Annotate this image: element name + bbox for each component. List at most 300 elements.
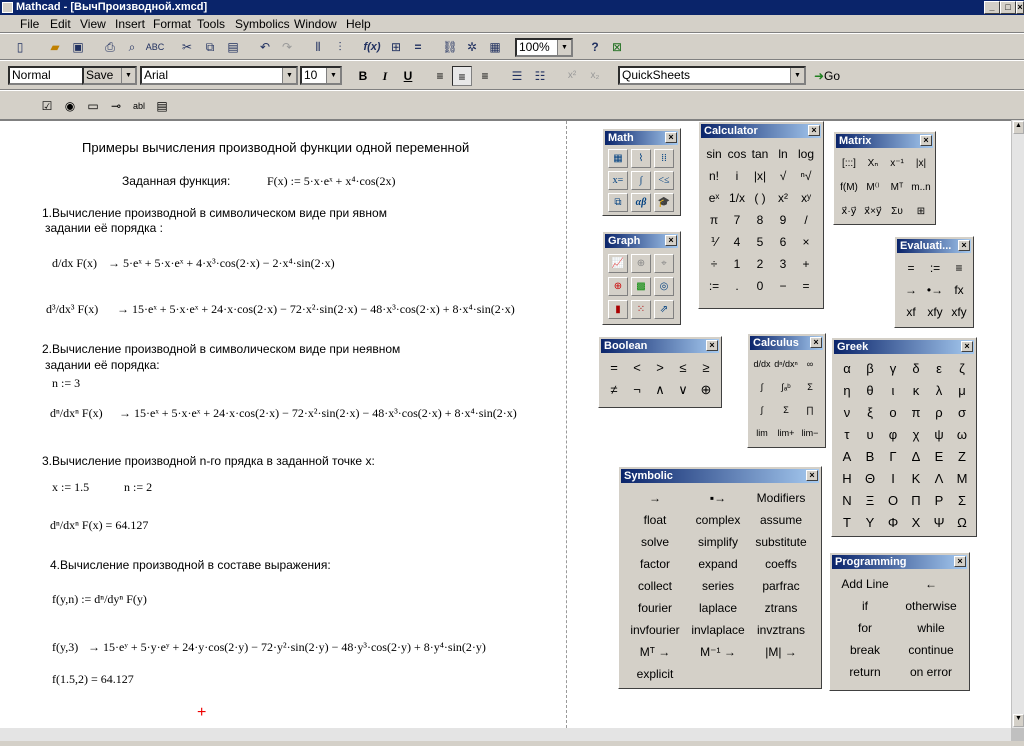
- calc-button[interactable]: ( ): [754, 191, 766, 205]
- f-y3-lhs[interactable]: f(y,3): [52, 640, 79, 654]
- sym-button[interactable]: invlaplace: [691, 623, 745, 637]
- matrix-button[interactable]: Mᵀ: [890, 182, 904, 193]
- align-center-icon[interactable]: ≡: [452, 66, 472, 86]
- boolean-palette[interactable]: [598, 336, 722, 408]
- math-palette[interactable]: [602, 128, 681, 216]
- sym-button[interactable]: invfourier: [630, 623, 680, 637]
- calc-button[interactable]: i: [735, 169, 739, 183]
- new-icon[interactable]: ▯: [16, 40, 24, 54]
- greek-button[interactable]: γ: [889, 361, 897, 376]
- italic-button[interactable]: I: [382, 69, 388, 83]
- f-y3-result: → 15·eʸ + 5·y·eʸ + 24·y·cos(2·y) − 72·y²·sin(2·y) − 48·y³·cos(2·y) + 8·y⁴·sin(2·y): [88, 640, 486, 654]
- greek-button[interactable]: λ: [935, 383, 943, 398]
- close-icon[interactable]: ×: [958, 240, 970, 251]
- calc-button[interactable]: 9: [779, 213, 787, 227]
- calculus-toolbar-icon[interactable]: ∫: [631, 171, 651, 190]
- spellcheck-icon[interactable]: ABC: [145, 42, 165, 52]
- spreadsheet-icon[interactable]: ⊠: [611, 40, 623, 54]
- cut-icon[interactable]: ✂: [181, 40, 193, 54]
- calculus-palette-label: Calculus: [753, 337, 799, 349]
- evaluation-toolbar-icon[interactable]: x=: [608, 171, 628, 190]
- zoom-select[interactable]: [515, 38, 573, 57]
- greek-button[interactable]: Τ: [843, 515, 851, 530]
- zoom-plot-icon[interactable]: ⌖: [654, 254, 674, 273]
- open-icon[interactable]: ▰: [50, 40, 60, 54]
- prog-button[interactable]: while: [917, 621, 945, 635]
- align-right-icon[interactable]: ≡: [481, 69, 489, 83]
- bool-button[interactable]: ≤: [679, 360, 687, 375]
- close-icon[interactable]: ×: [806, 470, 818, 481]
- greek-button[interactable]: δ: [912, 361, 920, 376]
- eval-button[interactable]: •→: [926, 283, 944, 297]
- bool-button[interactable]: ≠: [610, 382, 618, 397]
- bool-button[interactable]: ∧: [655, 382, 665, 397]
- programming-palette[interactable]: [829, 552, 970, 691]
- n2-definition[interactable]: n := 2: [124, 480, 153, 494]
- sym-button[interactable]: expand: [698, 557, 738, 571]
- sym-button[interactable]: factor: [639, 557, 670, 571]
- greek-button[interactable]: Η: [842, 471, 852, 486]
- redo-icon[interactable]: ↷: [281, 40, 293, 54]
- graph-toolbar-icon[interactable]: ⌇: [631, 149, 651, 168]
- greek-button[interactable]: χ: [912, 427, 920, 442]
- greek-button[interactable]: Δ: [911, 449, 921, 464]
- greek-button[interactable]: Κ: [911, 471, 921, 486]
- given-function-definition[interactable]: F(x) := 5·x·eˣ + x⁴·cos(2x): [267, 174, 396, 188]
- menu-file[interactable]: File: [20, 17, 40, 31]
- calc-button[interactable]: +: [802, 257, 810, 271]
- calc-button[interactable]: √: [779, 169, 787, 183]
- menu-format[interactable]: Format: [153, 17, 192, 31]
- greek-button[interactable]: ψ: [934, 427, 944, 442]
- calc-button[interactable]: 7: [733, 213, 741, 227]
- greek-button[interactable]: ξ: [867, 405, 873, 420]
- matrix-button[interactable]: M⁽⁾: [866, 182, 880, 193]
- matrix-button[interactable]: x⁻¹: [890, 158, 904, 169]
- menu-symbolics[interactable]: Symbolics: [235, 17, 290, 31]
- sym-button[interactable]: |M| →: [765, 645, 797, 659]
- calc-button[interactable]: ÷: [710, 257, 718, 271]
- print-icon[interactable]: ⎙: [105, 40, 115, 54]
- greek-button[interactable]: η: [843, 383, 851, 398]
- calc-button[interactable]: /: [804, 213, 808, 227]
- greek-button[interactable]: Θ: [864, 471, 876, 486]
- greek-button[interactable]: Ω: [957, 515, 967, 530]
- calc2-button[interactable]: lim−: [801, 428, 819, 438]
- calc2-button[interactable]: ∫: [760, 405, 764, 415]
- calc-button[interactable]: ⅟: [710, 235, 718, 249]
- go-label: Go: [824, 69, 841, 83]
- sym-button[interactable]: invztrans: [756, 623, 806, 637]
- sym-button[interactable]: simplify: [697, 535, 738, 549]
- calc-button[interactable]: eˣ: [708, 191, 720, 205]
- bold-button[interactable]: B: [358, 69, 368, 83]
- calc-button[interactable]: 3: [779, 257, 787, 271]
- programming-toolbar-icon[interactable]: ⧉: [608, 193, 628, 212]
- sym-button[interactable]: Modifiers: [756, 491, 806, 505]
- section-1-line-2: задании её порядка :: [45, 221, 163, 235]
- matrix-palette-title[interactable]: [836, 134, 933, 148]
- greek-button[interactable]: μ: [958, 383, 966, 398]
- graph-palette-title[interactable]: [605, 234, 678, 248]
- first-derivative-lhs[interactable]: d/dx F(x): [52, 256, 97, 270]
- calc-button[interactable]: tan: [751, 147, 769, 161]
- x-definition[interactable]: x := 1.5: [52, 480, 90, 494]
- sym-button[interactable]: assume: [759, 513, 803, 527]
- insert-unit-icon[interactable]: ⊞: [390, 40, 402, 54]
- horizontal-scrollbar[interactable]: [0, 728, 1011, 741]
- evaluation-palette-title[interactable]: [897, 239, 971, 253]
- greek-button[interactable]: Ν: [842, 493, 852, 508]
- chevron-down-icon: ▼: [326, 68, 340, 83]
- greek-button[interactable]: Χ: [911, 515, 921, 530]
- sym-button[interactable]: ztrans: [764, 601, 798, 615]
- prog-button[interactable]: on error: [909, 665, 953, 679]
- evaluation-palette[interactable]: [894, 236, 974, 328]
- sym-button[interactable]: fourier: [637, 601, 672, 615]
- given-function-label: Заданная функция:: [122, 174, 231, 188]
- save-icon[interactable]: ▣: [72, 40, 84, 54]
- numbering-icon[interactable]: ☷: [534, 69, 546, 83]
- greek-button[interactable]: Β: [865, 449, 875, 464]
- surface-plot-icon[interactable]: ▩: [631, 277, 651, 296]
- restore-button[interactable]: □: [1000, 1, 1016, 14]
- close-icon[interactable]: ×: [808, 125, 820, 136]
- matrix-palette[interactable]: [833, 131, 936, 225]
- greek-button[interactable]: κ: [912, 383, 920, 398]
- calc-button[interactable]: .: [735, 279, 739, 293]
- matrix-button[interactable]: [:::]: [842, 158, 856, 169]
- calc2-button[interactable]: ∫: [760, 382, 764, 392]
- go-button[interactable]: [810, 66, 844, 86]
- matrix-button[interactable]: x⃗·y⃗: [841, 206, 857, 217]
- menu-edit[interactable]: Edit: [50, 17, 71, 31]
- bullets-icon[interactable]: ☰: [511, 69, 523, 83]
- eval-button[interactable]: →: [905, 283, 917, 297]
- sym-button[interactable]: M⁻¹ →: [700, 645, 736, 659]
- bool-button[interactable]: ⊕: [700, 382, 712, 397]
- prog-button[interactable]: return: [849, 665, 881, 679]
- status-bar: [0, 741, 1024, 746]
- sym-button[interactable]: complex: [695, 513, 741, 527]
- quicksheets-select[interactable]: [618, 66, 806, 85]
- sym-button[interactable]: float: [643, 513, 667, 527]
- align-down-icon[interactable]: ⫶: [338, 40, 342, 54]
- greek-button[interactable]: Ο: [887, 493, 899, 508]
- calc-button[interactable]: |x|: [753, 169, 767, 183]
- component-wizard-icon[interactable]: ✲: [466, 40, 478, 54]
- greek-button[interactable]: Σ: [957, 493, 967, 508]
- calc-button[interactable]: −: [779, 279, 787, 293]
- eval-button[interactable]: xfy: [927, 305, 943, 319]
- align-across-icon[interactable]: ⫴: [315, 40, 321, 54]
- calc2-button[interactable]: dⁿ/dxⁿ: [774, 359, 798, 369]
- calc-button[interactable]: ⁿ√: [800, 169, 812, 183]
- contour-plot-icon[interactable]: ◎: [654, 277, 674, 296]
- boolean-palette-title[interactable]: [601, 339, 719, 353]
- calc-button[interactable]: =: [802, 279, 810, 293]
- calc-button[interactable]: ×: [802, 235, 810, 249]
- calculator-palette-label: Calculator: [704, 125, 758, 137]
- greek-button[interactable]: ε: [936, 361, 942, 376]
- symbolic-toolbar-icon[interactable]: 🎓: [654, 193, 674, 212]
- mathcad-app-icon[interactable]: [2, 2, 13, 13]
- section-2-line-2: задании её порядка:: [45, 358, 160, 372]
- prog-button[interactable]: ←: [925, 577, 937, 591]
- insert-function-icon[interactable]: f(x): [363, 41, 381, 53]
- vertical-scrollbar[interactable]: [1011, 120, 1024, 728]
- save-style-select[interactable]: [82, 66, 137, 85]
- minimize-button[interactable]: _: [984, 1, 1000, 14]
- go-arrow-icon: ➜: [813, 69, 825, 83]
- calc2-button[interactable]: lim+: [777, 428, 795, 438]
- third-derivative-lhs[interactable]: d³/dx³ F(x): [46, 302, 99, 316]
- chevron-down-icon: ▼: [557, 40, 571, 55]
- calc-button[interactable]: :=: [708, 279, 720, 293]
- checkbox-control-icon[interactable]: ☑: [41, 99, 53, 113]
- sym-button[interactable]: solve: [640, 535, 669, 549]
- greek-button[interactable]: Α: [842, 449, 852, 464]
- calc2-button[interactable]: ∞: [806, 359, 814, 369]
- greek-button[interactable]: Λ: [934, 471, 944, 486]
- greek-button[interactable]: ι: [891, 383, 895, 398]
- eval-button[interactable]: fx: [954, 283, 964, 297]
- sym-button[interactable]: ▪→: [709, 491, 727, 505]
- greek-button[interactable]: ζ: [959, 361, 965, 376]
- greek-button[interactable]: σ: [957, 405, 967, 420]
- greek-button[interactable]: Ε: [934, 449, 944, 464]
- calc2-button[interactable]: ∫ₐᵇ: [781, 382, 791, 392]
- close-button[interactable]: ×: [1017, 2, 1023, 12]
- chevron-down-icon: ▼: [282, 68, 296, 83]
- greek-button[interactable]: Φ: [887, 515, 899, 530]
- greek-button[interactable]: Ζ: [958, 449, 966, 464]
- greek-button[interactable]: Ξ: [865, 493, 875, 508]
- prog-button[interactable]: otherwise: [905, 599, 957, 613]
- calc-button[interactable]: 8: [756, 213, 764, 227]
- prog-button[interactable]: continue: [908, 643, 954, 657]
- greek-button[interactable]: θ: [866, 383, 874, 398]
- calc2-button[interactable]: d/dx: [753, 359, 771, 369]
- sym-button[interactable]: collect: [637, 579, 672, 593]
- undo-icon[interactable]: ↶: [259, 40, 271, 54]
- menu-view[interactable]: View: [80, 17, 106, 31]
- vector-field-plot-icon[interactable]: ⇗: [654, 300, 674, 319]
- calc-button[interactable]: ln: [778, 147, 788, 161]
- calc-button[interactable]: cos: [727, 147, 747, 161]
- eval-button[interactable]: xfy: [951, 305, 967, 319]
- greek-button[interactable]: Ρ: [934, 493, 944, 508]
- greek-toolbar-icon[interactable]: αβ: [631, 193, 651, 212]
- greek-button[interactable]: ρ: [935, 405, 943, 420]
- bar-plot-icon[interactable]: ▮: [608, 300, 628, 319]
- n-definition[interactable]: n := 3: [52, 376, 81, 390]
- calculus-palette[interactable]: [747, 333, 826, 448]
- graph-palette-label: Graph: [608, 235, 641, 247]
- graph-palette[interactable]: [602, 231, 681, 325]
- greek-button[interactable]: τ: [844, 427, 850, 442]
- textbox-control-icon[interactable]: abl: [132, 101, 145, 111]
- matrix-button[interactable]: Συ: [891, 206, 903, 217]
- paste-icon[interactable]: ▤: [227, 40, 239, 54]
- prog-button[interactable]: if: [862, 599, 868, 613]
- math-palette-title[interactable]: [605, 131, 678, 145]
- greek-button[interactable]: ω: [956, 427, 968, 442]
- listbox-control-icon[interactable]: ▤: [156, 99, 168, 113]
- menu-insert[interactable]: Insert: [115, 17, 146, 31]
- polar-plot-icon[interactable]: ⊕: [608, 277, 628, 296]
- calc2-button[interactable]: ∏: [806, 405, 814, 415]
- greek-button[interactable]: υ: [866, 427, 874, 442]
- calc-button[interactable]: π: [709, 213, 719, 227]
- copy-icon[interactable]: ⧉: [205, 40, 215, 54]
- matrix-button[interactable]: m..n: [911, 182, 931, 193]
- calc-button[interactable]: 4: [733, 235, 741, 249]
- greek-button[interactable]: Υ: [865, 515, 875, 530]
- nth-derivative-lhs[interactable]: dⁿ/dxⁿ F(x): [50, 406, 103, 420]
- subscript-icon[interactable]: x₂: [590, 70, 600, 81]
- close-icon[interactable]: ×: [954, 556, 966, 567]
- greek-button[interactable]: φ: [888, 427, 898, 442]
- greek-palette-title[interactable]: [834, 340, 974, 354]
- close-icon[interactable]: ×: [665, 235, 677, 246]
- eval-button[interactable]: ≡: [955, 261, 963, 275]
- greek-button[interactable]: Μ: [956, 471, 968, 486]
- superscript-icon[interactable]: x²: [567, 70, 577, 81]
- menu-window[interactable]: Window: [294, 17, 337, 31]
- eval-button[interactable]: xf: [906, 305, 916, 319]
- matrix-button[interactable]: x⃗×y⃗: [864, 206, 882, 217]
- f-yn-definition[interactable]: f(y,n) := dⁿ/dyⁿ F(y): [52, 592, 147, 606]
- calc-button[interactable]: 6: [779, 235, 787, 249]
- add-trace-icon[interactable]: ⊕: [631, 254, 651, 273]
- scroll-down-icon[interactable]: ▼: [1013, 714, 1024, 727]
- eval-button[interactable]: :=: [929, 261, 941, 275]
- sym-button[interactable]: parfrac: [762, 579, 800, 593]
- calculus-palette-title[interactable]: [750, 336, 823, 350]
- matrix-button[interactable]: ⊞: [916, 206, 926, 217]
- bool-button[interactable]: ≥: [702, 360, 710, 375]
- close-icon[interactable]: ×: [920, 135, 932, 146]
- underline-button[interactable]: U: [403, 69, 413, 83]
- calc-button[interactable]: 2: [756, 257, 764, 271]
- menu-tools[interactable]: Tools: [197, 17, 226, 31]
- bool-button[interactable]: >: [656, 360, 664, 375]
- insertion-cursor: +: [197, 704, 207, 721]
- calc-button[interactable]: 0: [756, 279, 764, 293]
- calc-button[interactable]: 1: [733, 257, 741, 271]
- xy-plot-icon[interactable]: 📈: [608, 254, 628, 273]
- sym-button[interactable]: explicit: [636, 667, 674, 681]
- bool-button[interactable]: =: [610, 360, 618, 375]
- sym-button[interactable]: series: [701, 579, 734, 593]
- menu-bar: [0, 15, 1024, 33]
- prog-button[interactable]: Add Line: [841, 577, 889, 591]
- font-size-select[interactable]: [300, 66, 342, 85]
- bool-button[interactable]: <: [633, 360, 641, 375]
- nth-derivative-value[interactable]: dⁿ/dxⁿ F(x) = 64.127: [50, 518, 149, 532]
- scroll-up-icon[interactable]: ▲: [1013, 121, 1024, 134]
- font-value: Arial: [144, 68, 169, 82]
- calculate-icon[interactable]: =: [414, 40, 422, 54]
- calculator-toolbar-icon[interactable]: ▦: [608, 149, 628, 168]
- matrix-button[interactable]: Xₙ: [867, 158, 879, 169]
- calc-button[interactable]: xʸ: [801, 191, 811, 205]
- slider-control-icon[interactable]: ⊸: [110, 99, 122, 113]
- boolean-toolbar-icon[interactable]: <≤: [654, 171, 674, 190]
- bool-button[interactable]: ¬: [633, 382, 641, 397]
- calc-button[interactable]: n!: [708, 169, 719, 183]
- matrix-toolbar-icon[interactable]: ⁞⁞: [654, 149, 674, 168]
- menu-help[interactable]: Help: [346, 17, 371, 31]
- print-preview-icon[interactable]: ⌕: [128, 40, 136, 54]
- close-icon[interactable]: ×: [961, 341, 973, 352]
- font-select[interactable]: [140, 66, 298, 85]
- insert-hyperlink-icon[interactable]: ⛓: [442, 40, 458, 54]
- sym-button[interactable]: laplace: [698, 601, 738, 615]
- calc-button[interactable]: x²: [778, 191, 788, 205]
- calc2-button[interactable]: lim: [756, 428, 768, 438]
- button-control-icon[interactable]: ▭: [87, 99, 99, 113]
- greek-button[interactable]: β: [866, 361, 874, 376]
- greek-palette[interactable]: [831, 337, 977, 537]
- sym-button[interactable]: →: [649, 491, 661, 505]
- matrix-button[interactable]: f(M): [840, 182, 858, 193]
- matrix-button[interactable]: |x|: [915, 158, 927, 169]
- align-left-icon[interactable]: ≡: [436, 69, 444, 83]
- greek-button[interactable]: Π: [911, 493, 921, 508]
- greek-button[interactable]: α: [843, 361, 851, 376]
- page-break-line: [566, 121, 567, 728]
- calc-button[interactable]: 1/x: [728, 191, 745, 205]
- greek-button[interactable]: Γ: [889, 449, 897, 464]
- bool-button[interactable]: ∨: [678, 382, 688, 397]
- style-select[interactable]: [8, 66, 82, 85]
- third-derivative-result: → 15·eˣ + 5·x·eˣ + 24·x·cos(2·x) − 72·x²·sin(2·x) − 48·x³·cos(2·x) + 8·x⁴·sin(2·x): [117, 302, 515, 316]
- eval-button[interactable]: =: [907, 261, 915, 275]
- programming-palette-title[interactable]: [832, 555, 967, 569]
- close-icon[interactable]: ×: [810, 337, 822, 348]
- symbolic-palette[interactable]: [618, 466, 822, 689]
- greek-button[interactable]: π: [911, 405, 921, 420]
- calc-button[interactable]: log: [797, 147, 814, 161]
- close-icon[interactable]: ×: [665, 132, 677, 143]
- help-icon[interactable]: ?: [591, 40, 599, 54]
- f-value-result[interactable]: f(1.5,2) = 64.127: [52, 672, 134, 686]
- sym-button[interactable]: coeffs: [765, 557, 797, 571]
- prog-button[interactable]: break: [849, 643, 881, 657]
- calc-button[interactable]: sin: [706, 147, 722, 161]
- greek-button[interactable]: ο: [889, 405, 897, 420]
- scatter-plot-icon[interactable]: ⁙: [631, 300, 651, 319]
- greek-button[interactable]: Ι: [891, 471, 895, 486]
- sym-button[interactable]: Mᵀ →: [639, 645, 671, 659]
- resource-center-icon[interactable]: ▦: [489, 40, 501, 54]
- calc2-button[interactable]: Σ: [807, 382, 813, 392]
- calc2-button[interactable]: Σ: [783, 405, 789, 415]
- calc-button[interactable]: 5: [756, 235, 764, 249]
- prog-button[interactable]: for: [857, 621, 872, 635]
- greek-button[interactable]: Ψ: [933, 515, 945, 530]
- greek-button[interactable]: ν: [843, 405, 851, 420]
- close-icon[interactable]: ×: [706, 340, 718, 351]
- sym-button[interactable]: substitute: [755, 535, 807, 549]
- symbolic-palette-title[interactable]: [621, 469, 819, 483]
- calculator-palette[interactable]: [698, 121, 824, 309]
- chevron-down-icon: ▼: [790, 68, 804, 83]
- calculator-palette-title[interactable]: [701, 124, 821, 138]
- radio-control-icon[interactable]: ◉: [64, 99, 76, 113]
